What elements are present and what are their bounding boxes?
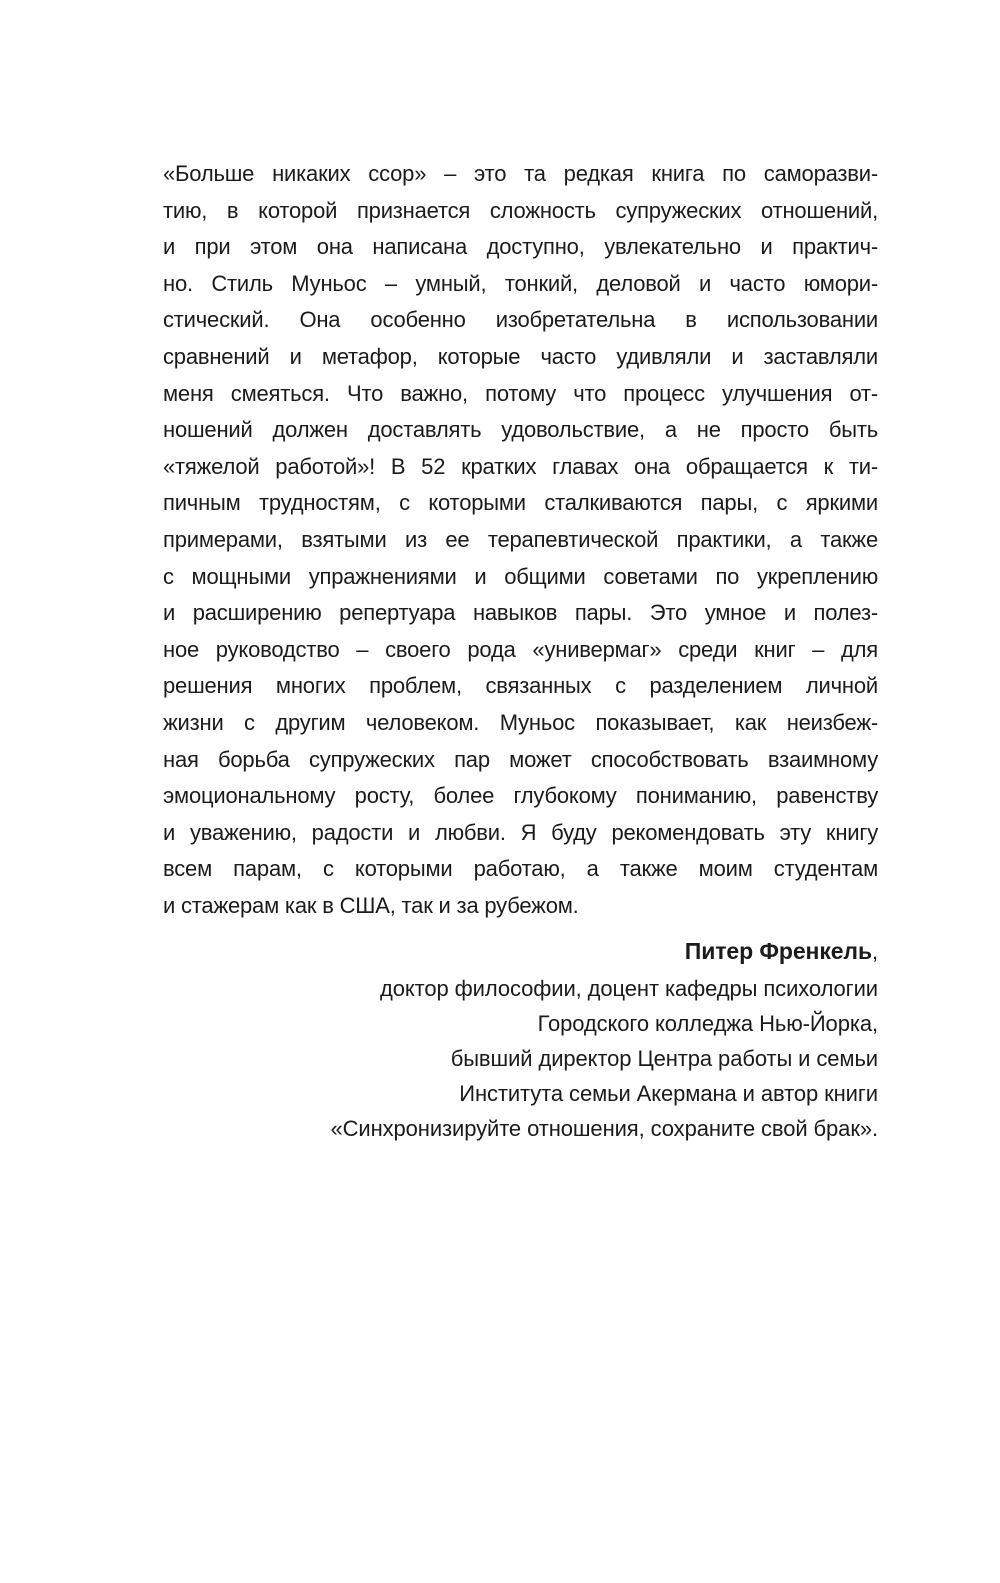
review-line: ное руководство – своего рода «универмаг» среди книг – для (163, 636, 878, 662)
review-line: сравнений и метафор, которые часто удивляли и заставляли (163, 343, 878, 369)
attribution-line: Института семьи Акермана и автор книги (459, 1081, 878, 1107)
review-line: стический. Она особенно изобретательна в использовании (163, 307, 878, 333)
review-line: ношений должен доставлять удовольствие, а не просто быть (163, 417, 878, 443)
attribution-lines (163, 971, 878, 1146)
reviewer-name: Питер Френкель (684, 938, 872, 965)
review-line: «тяжелой работой»! В 52 кратких главах она обращается к ти- (163, 453, 878, 479)
review-line: и при этом она написана доступно, увлекательно и практич- (163, 234, 878, 260)
attribution-line: «Синхронизируйте отношения, сохраните свой брак». (330, 1116, 878, 1142)
attribution-line: бывший директор Центра работы и семьи (450, 1046, 878, 1072)
review-line: и уважению, радости и любви. Я буду рекомендовать эту книгу (163, 819, 878, 845)
review-line: всем парам, с которыми работаю, а также моим студентам (163, 856, 878, 882)
review-line: и расширению репертуара навыков пары. Это умное и полез- (163, 600, 878, 626)
reviewer-name-suffix: , (871, 939, 878, 965)
review-line: эмоциональному росту, более глубокому пониманию, равенству (163, 783, 878, 809)
review-line: и стажерам как в США, так и за рубежом. (163, 892, 579, 918)
review-line: меня смеяться. Что важно, потому что процесс улучшения от- (163, 380, 878, 406)
book-page (163, 156, 878, 1146)
review-line: «Больше никаких ссор» – это та редкая книга по саморазви- (163, 161, 878, 186)
review-line: пичным трудностям, с которыми сталкиваются пары, с яркими (163, 490, 878, 516)
attribution-line: доктор философии, доцент кафедры психологии (380, 976, 878, 1002)
review-line: жизни с другим человеком. Муньос показывает, как неизбеж- (163, 709, 878, 735)
review-line: тию, в которой признается сложность супружеских отношений, (163, 197, 878, 223)
review-line: решения многих проблем, связанных с разделением личной (163, 673, 878, 699)
attribution-line: Городского колледжа Нью-Йорка, (537, 1011, 878, 1037)
review-line: примерами, взятыми из ее терапевтической практики, а также (163, 526, 878, 552)
review-line: ная борьба супружеских пар может способствовать взаимному (163, 746, 878, 772)
attribution-name-line (163, 932, 878, 971)
review-line: но. Стиль Муньос – умный, тонкий, деловой и часто юмори- (163, 270, 878, 296)
review-line: с мощными упражнениями и общими советами по укреплению (163, 563, 878, 589)
attribution-block (163, 932, 878, 1146)
review-paragraph (163, 156, 878, 924)
